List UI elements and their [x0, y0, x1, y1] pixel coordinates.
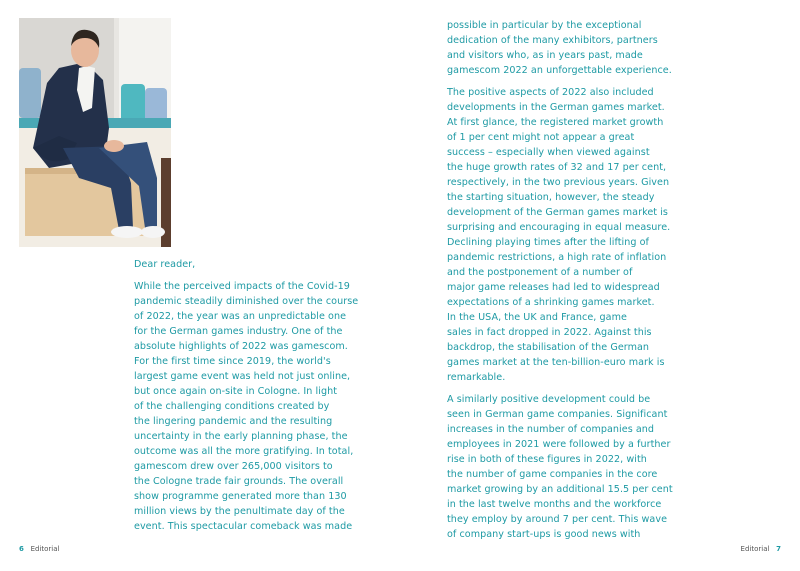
text-line: gamescom 2022 an unforgettable experience. [447, 65, 672, 76]
text-line: the Cologne trade fair grounds. The overall [134, 476, 344, 487]
text-line: market growing by an additional 15.5 per cent [447, 484, 673, 495]
text-line: sales in fact dropped in 2022. Against this [447, 327, 652, 338]
page-footer-left [19, 545, 59, 553]
text-line: games market at the ten-billion-euro mark is [447, 357, 665, 368]
text-line: and visitors who, as in years past, made [447, 50, 643, 61]
text-line: absolute highlights of 2022 was gamescom. [134, 341, 348, 352]
text-line: the huge growth rates of 32 and 17 per cent, [447, 162, 667, 173]
text-line: of 2022, the year was an unpredictable one [134, 311, 347, 322]
text-line: event. This spectacular comeback was made [134, 521, 353, 532]
footer-section-label: Editorial [30, 545, 60, 553]
paragraph [134, 279, 364, 534]
text-line: increases in the number of companies and [447, 424, 655, 435]
portrait-photo [19, 18, 171, 247]
text-line: developments in the German games market. [447, 102, 665, 113]
paragraph [447, 85, 682, 385]
text-line: for the German games industry. One of the [134, 326, 343, 337]
text-line: rise in both of these figures in 2022, with [447, 454, 647, 465]
text-line: the lingering pandemic and the resulting [134, 416, 333, 427]
text-line: show programme generated more than 130 [134, 491, 347, 502]
text-line: of 1 per cent might not appear a great [447, 132, 635, 143]
text-line: the number of game companies in the core [447, 469, 658, 480]
text-line: employees in 2021 were followed by a further [447, 439, 671, 450]
footer-section-label: Editorial [740, 545, 770, 553]
text-line: in the last twelve months and the workforce [447, 499, 662, 510]
text-line: of company start-ups is good news with [447, 529, 641, 540]
text-line: At first glance, the registered market growth [447, 117, 664, 128]
text-line: In the USA, the UK and France, game [447, 312, 627, 323]
text-line: backdrop, the stabilisation of the German [447, 342, 650, 353]
left-column-text [134, 257, 364, 541]
greeting: Dear reader, [134, 259, 196, 270]
text-line: remarkable. [447, 372, 506, 383]
text-line: The positive aspects of 2022 also included [447, 87, 654, 98]
text-line: largest game event was held not just online, [134, 371, 351, 382]
text-line: respectively, in the two previous years. Given [447, 177, 670, 188]
text-line: While the perceived impacts of the Covid-19 [134, 281, 350, 292]
paragraph [447, 18, 682, 78]
page-number: 6 [19, 545, 24, 553]
text-line: million views by the penultimate day of the [134, 506, 345, 517]
text-line: major game releases had led to widespread [447, 282, 660, 293]
page-number: 7 [776, 545, 781, 553]
text-line: pandemic steadily diminished over the course [134, 296, 359, 307]
text-line: and the postponement of a number of [447, 267, 633, 278]
text-line: the starting situation, however, the steady [447, 192, 655, 203]
text-line: Declining playing times after the lifting of [447, 237, 649, 248]
text-line: surprising and encouraging in equal measure. [447, 222, 671, 233]
text-line: pandemic restrictions, a high rate of inflation [447, 252, 667, 263]
text-line: of the challenging conditions created by [134, 401, 330, 412]
text-line: outcome was all the more gratifying. In total, [134, 446, 354, 457]
text-line: expectations of a shrinking games market. [447, 297, 655, 308]
right-page [400, 0, 800, 571]
text-line: A similarly positive development could be [447, 394, 651, 405]
page-footer-right [741, 545, 781, 553]
text-line: For the first time since 2019, the world's [134, 356, 331, 367]
text-line: success – especially when viewed against [447, 147, 650, 158]
text-line: possible in particular by the exceptional [447, 20, 642, 31]
text-line: uncertainty in the early planning phase, the [134, 431, 348, 442]
text-line: but once again on-site in Cologne. In light [134, 386, 338, 397]
text-line: seen in German game companies. Significant [447, 409, 668, 420]
text-line: development of the German games market is [447, 207, 668, 218]
right-column-text [447, 18, 682, 549]
paragraph [447, 392, 682, 542]
text-line: they employ by around 7 per cent. This wave [447, 514, 668, 525]
text-line: gamescom drew over 265,000 visitors to [134, 461, 333, 472]
text-line: dedication of the many exhibitors, partners [447, 35, 658, 46]
